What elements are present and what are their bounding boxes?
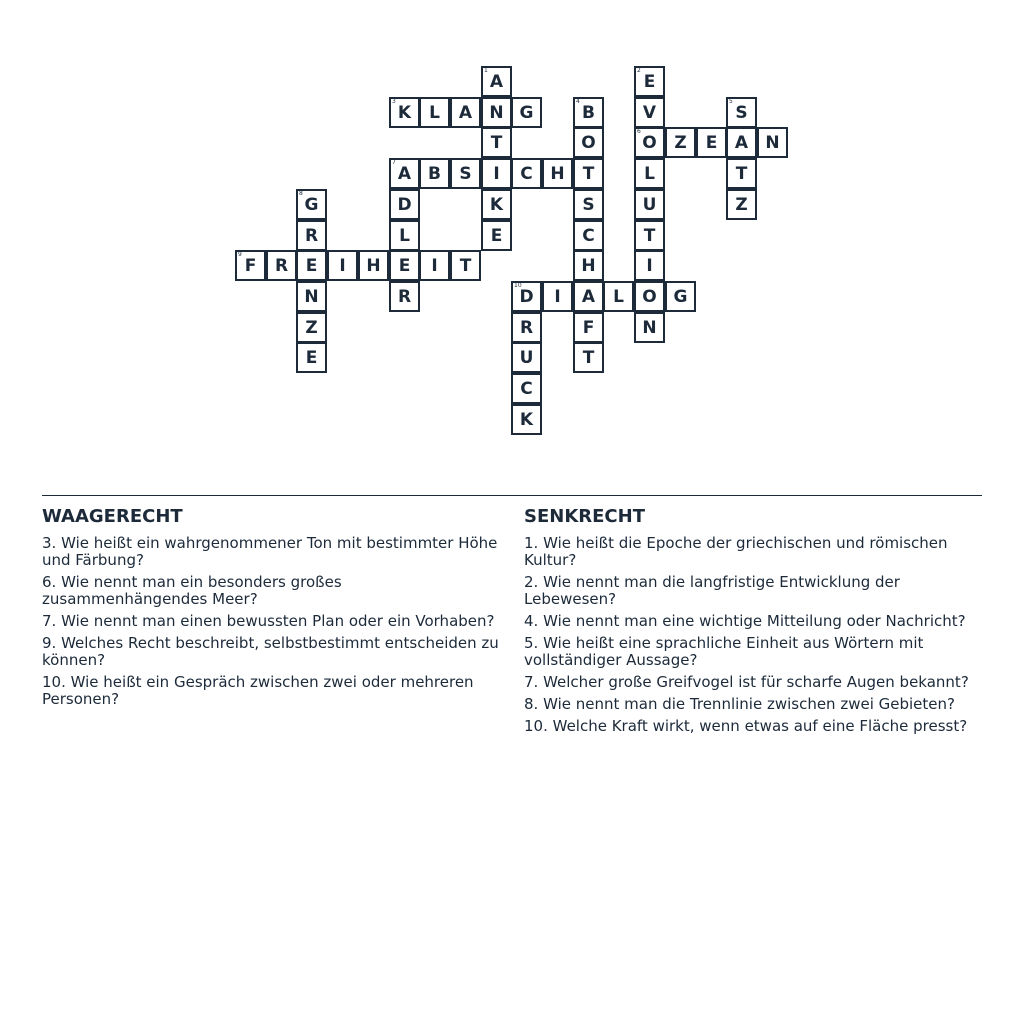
cell-letter: O bbox=[581, 132, 596, 153]
cell-letter: I bbox=[646, 255, 653, 276]
grid-cell[interactable] bbox=[542, 281, 573, 312]
grid-cell[interactable] bbox=[389, 220, 420, 251]
cell-letter: R bbox=[274, 255, 289, 276]
grid-cell[interactable] bbox=[511, 281, 542, 312]
clue-number: 2 bbox=[637, 67, 641, 74]
grid-cell[interactable] bbox=[665, 281, 696, 312]
cell-letter: O bbox=[642, 132, 657, 153]
cell-letter: G bbox=[304, 194, 319, 215]
cell-letter: I bbox=[431, 255, 438, 276]
grid-cell[interactable] bbox=[757, 127, 788, 158]
cell-letter: G bbox=[519, 102, 534, 123]
cell-letter: L bbox=[399, 225, 410, 246]
grid-cell[interactable] bbox=[696, 127, 727, 158]
cell-letter: K bbox=[397, 102, 412, 123]
down-title: SENKRECHT bbox=[524, 506, 645, 527]
grid-cell[interactable] bbox=[481, 127, 512, 158]
divider bbox=[42, 495, 982, 496]
grid-cell[interactable] bbox=[296, 250, 327, 281]
grid-cell[interactable] bbox=[511, 342, 542, 373]
cell-letter: K bbox=[519, 409, 534, 430]
cell-letter: A bbox=[458, 102, 473, 123]
grid-cell[interactable] bbox=[726, 127, 757, 158]
cell-letter: R bbox=[397, 286, 412, 307]
grid-cell[interactable] bbox=[450, 158, 481, 189]
clue-item: 10. Wie heißt ein Gespräch zwischen zwei oder mehreren Personen? bbox=[42, 673, 474, 708]
cell-letter: E bbox=[305, 347, 318, 368]
clue-item: 7. Wie nennt man einen bewussten Plan oder ein Vorhaben? bbox=[42, 612, 495, 630]
cell-letter: C bbox=[520, 163, 533, 184]
grid-cell[interactable] bbox=[358, 250, 389, 281]
cell-letter: U bbox=[642, 194, 657, 215]
cell-letter: U bbox=[519, 347, 534, 368]
cell-letter: Z bbox=[735, 194, 748, 215]
cell-letter: E bbox=[305, 255, 318, 276]
clue-number: 6 bbox=[637, 128, 641, 135]
grid-cell[interactable] bbox=[235, 250, 266, 281]
cell-letter: E bbox=[398, 255, 411, 276]
grid-cell[interactable] bbox=[573, 158, 604, 189]
cell-letter: H bbox=[550, 163, 565, 184]
grid-cell[interactable] bbox=[389, 189, 420, 220]
clue-item: 2. Wie nennt man die langfristige Entwicklung der Lebewesen? bbox=[524, 573, 900, 608]
cell-letter: G bbox=[673, 286, 688, 307]
cell-letter: E bbox=[705, 132, 718, 153]
cell-letter: T bbox=[735, 163, 748, 184]
across-clues bbox=[42, 506, 502, 713]
grid-cell[interactable] bbox=[511, 373, 542, 404]
cell-letter: S bbox=[582, 194, 595, 215]
cell-letter: F bbox=[582, 317, 595, 338]
cell-letter: A bbox=[734, 132, 749, 153]
clue-number: 3 bbox=[392, 98, 396, 105]
cell-letter: T bbox=[643, 225, 656, 246]
cell-letter: L bbox=[429, 102, 440, 123]
grid-cell[interactable] bbox=[389, 250, 420, 281]
grid-cell[interactable] bbox=[634, 312, 665, 343]
clue-item: 1. Wie heißt die Epoche der griechischen und römischen Kultur? bbox=[524, 534, 948, 569]
grid-cell[interactable] bbox=[450, 97, 481, 128]
cell-letter: S bbox=[459, 163, 472, 184]
cell-letter: Z bbox=[674, 132, 687, 153]
grid-cell[interactable] bbox=[296, 342, 327, 373]
grid-cell[interactable] bbox=[573, 97, 604, 128]
grid-cell[interactable] bbox=[481, 97, 512, 128]
grid-cell[interactable] bbox=[327, 250, 358, 281]
cell-letter: I bbox=[493, 163, 500, 184]
clue-item: 7. Welcher große Greifvogel ist für scharfe Augen bekannt? bbox=[524, 673, 969, 691]
grid-cell[interactable] bbox=[634, 281, 665, 312]
across-clue-list bbox=[42, 535, 502, 708]
cell-letter: A bbox=[489, 71, 504, 92]
cell-letter: N bbox=[304, 286, 319, 307]
grid-cell[interactable] bbox=[296, 312, 327, 343]
clue-number: 4 bbox=[576, 98, 580, 105]
grid-cell[interactable] bbox=[573, 312, 604, 343]
cell-letter: I bbox=[339, 255, 346, 276]
grid-cell[interactable] bbox=[511, 312, 542, 343]
grid-cell[interactable] bbox=[296, 281, 327, 312]
clue-item: 5. Wie heißt eine sprachliche Einheit aus Wörtern mit vollständiger Aussage? bbox=[524, 634, 924, 669]
grid-cell[interactable] bbox=[603, 281, 634, 312]
cell-letter: H bbox=[366, 255, 381, 276]
grid-cell[interactable] bbox=[573, 342, 604, 373]
clue-item: 4. Wie nennt man eine wichtige Mitteilung oder Nachricht? bbox=[524, 612, 966, 630]
cell-letter: C bbox=[520, 378, 533, 399]
grid-cell[interactable] bbox=[511, 404, 542, 435]
cell-letter: N bbox=[765, 132, 780, 153]
grid-cell[interactable] bbox=[511, 158, 542, 189]
grid-cell[interactable] bbox=[481, 189, 512, 220]
grid-cell[interactable] bbox=[481, 220, 512, 251]
clue-number: 7 bbox=[392, 159, 396, 166]
grid-cell[interactable] bbox=[419, 97, 450, 128]
grid-cell[interactable] bbox=[542, 158, 573, 189]
grid-cell[interactable] bbox=[389, 281, 420, 312]
cell-letter: A bbox=[397, 163, 412, 184]
grid-cell[interactable] bbox=[726, 158, 757, 189]
grid-cell[interactable] bbox=[389, 158, 420, 189]
cell-letter: O bbox=[642, 286, 657, 307]
cell-letter: B bbox=[582, 102, 595, 123]
clue-item: 10. Welche Kraft wirkt, wenn etwas auf eine Fläche presst? bbox=[524, 717, 968, 735]
grid-cell[interactable] bbox=[573, 220, 604, 251]
grid-cell[interactable] bbox=[266, 250, 297, 281]
grid-cell[interactable] bbox=[481, 66, 512, 97]
cell-letter: S bbox=[735, 102, 748, 123]
clue-item: 3. Wie heißt ein wahrgenommener Ton mit bestimmter Höhe und Färbung? bbox=[42, 534, 498, 569]
cell-letter: T bbox=[582, 347, 595, 368]
grid-cell[interactable] bbox=[419, 250, 450, 281]
cell-letter: N bbox=[489, 102, 504, 123]
cell-letter: L bbox=[613, 286, 624, 307]
grid-cell[interactable] bbox=[726, 189, 757, 220]
clue-number: 1 bbox=[484, 67, 488, 74]
cell-letter: R bbox=[519, 317, 534, 338]
cell-letter: T bbox=[459, 255, 472, 276]
cell-letter: I bbox=[554, 286, 561, 307]
grid-cell[interactable] bbox=[296, 220, 327, 251]
crossword-grid bbox=[0, 0, 1024, 460]
cell-letter: D bbox=[519, 286, 534, 307]
grid-cell[interactable] bbox=[573, 189, 604, 220]
grid-cell[interactable] bbox=[634, 220, 665, 251]
cell-letter: K bbox=[489, 194, 504, 215]
down-clue-list bbox=[524, 535, 984, 735]
grid-cell[interactable] bbox=[389, 97, 420, 128]
cell-letter: A bbox=[581, 286, 596, 307]
clue-number: 9 bbox=[238, 251, 242, 258]
cell-letter: E bbox=[643, 71, 656, 92]
clue-number: 10 bbox=[514, 282, 522, 289]
grid-cell[interactable] bbox=[726, 97, 757, 128]
cell-letter: F bbox=[244, 255, 257, 276]
grid-cell[interactable] bbox=[634, 127, 665, 158]
grid-cell[interactable] bbox=[634, 158, 665, 189]
grid-cell[interactable] bbox=[511, 97, 542, 128]
clue-number: 5 bbox=[729, 98, 733, 105]
cell-letter: B bbox=[428, 163, 441, 184]
clue-item: 9. Welches Recht beschreibt, selbstbestimmt entscheiden zu können? bbox=[42, 634, 499, 669]
grid-cell[interactable] bbox=[665, 127, 696, 158]
grid-cell[interactable] bbox=[450, 250, 481, 281]
clue-number: 8 bbox=[299, 190, 303, 197]
grid-cell[interactable] bbox=[634, 250, 665, 281]
across-title: WAAGERECHT bbox=[42, 506, 183, 527]
grid-cell[interactable] bbox=[419, 158, 450, 189]
grid-cell[interactable] bbox=[634, 66, 665, 97]
grid-cell[interactable] bbox=[573, 127, 604, 158]
cell-letter: E bbox=[490, 225, 503, 246]
cell-letter: R bbox=[304, 225, 319, 246]
grid-cell[interactable] bbox=[573, 250, 604, 281]
grid-cell[interactable] bbox=[634, 97, 665, 128]
grid-cell[interactable] bbox=[573, 281, 604, 312]
cell-letter: T bbox=[490, 132, 503, 153]
grid-cell[interactable] bbox=[296, 189, 327, 220]
down-clues bbox=[524, 506, 984, 740]
cell-letter: L bbox=[644, 163, 655, 184]
cell-letter: Z bbox=[305, 317, 318, 338]
grid-cell[interactable] bbox=[481, 158, 512, 189]
cell-letter: C bbox=[582, 225, 595, 246]
clue-item: 8. Wie nennt man die Trennlinie zwischen zwei Gebieten? bbox=[524, 695, 955, 713]
cell-letter: T bbox=[582, 163, 595, 184]
grid-cell[interactable] bbox=[634, 189, 665, 220]
cell-letter: D bbox=[397, 194, 412, 215]
cell-letter: H bbox=[581, 255, 596, 276]
clue-item: 6. Wie nennt man ein besonders großes zusammenhängendes Meer? bbox=[42, 573, 342, 608]
cell-letter: N bbox=[642, 317, 657, 338]
cell-letter: V bbox=[642, 102, 657, 123]
